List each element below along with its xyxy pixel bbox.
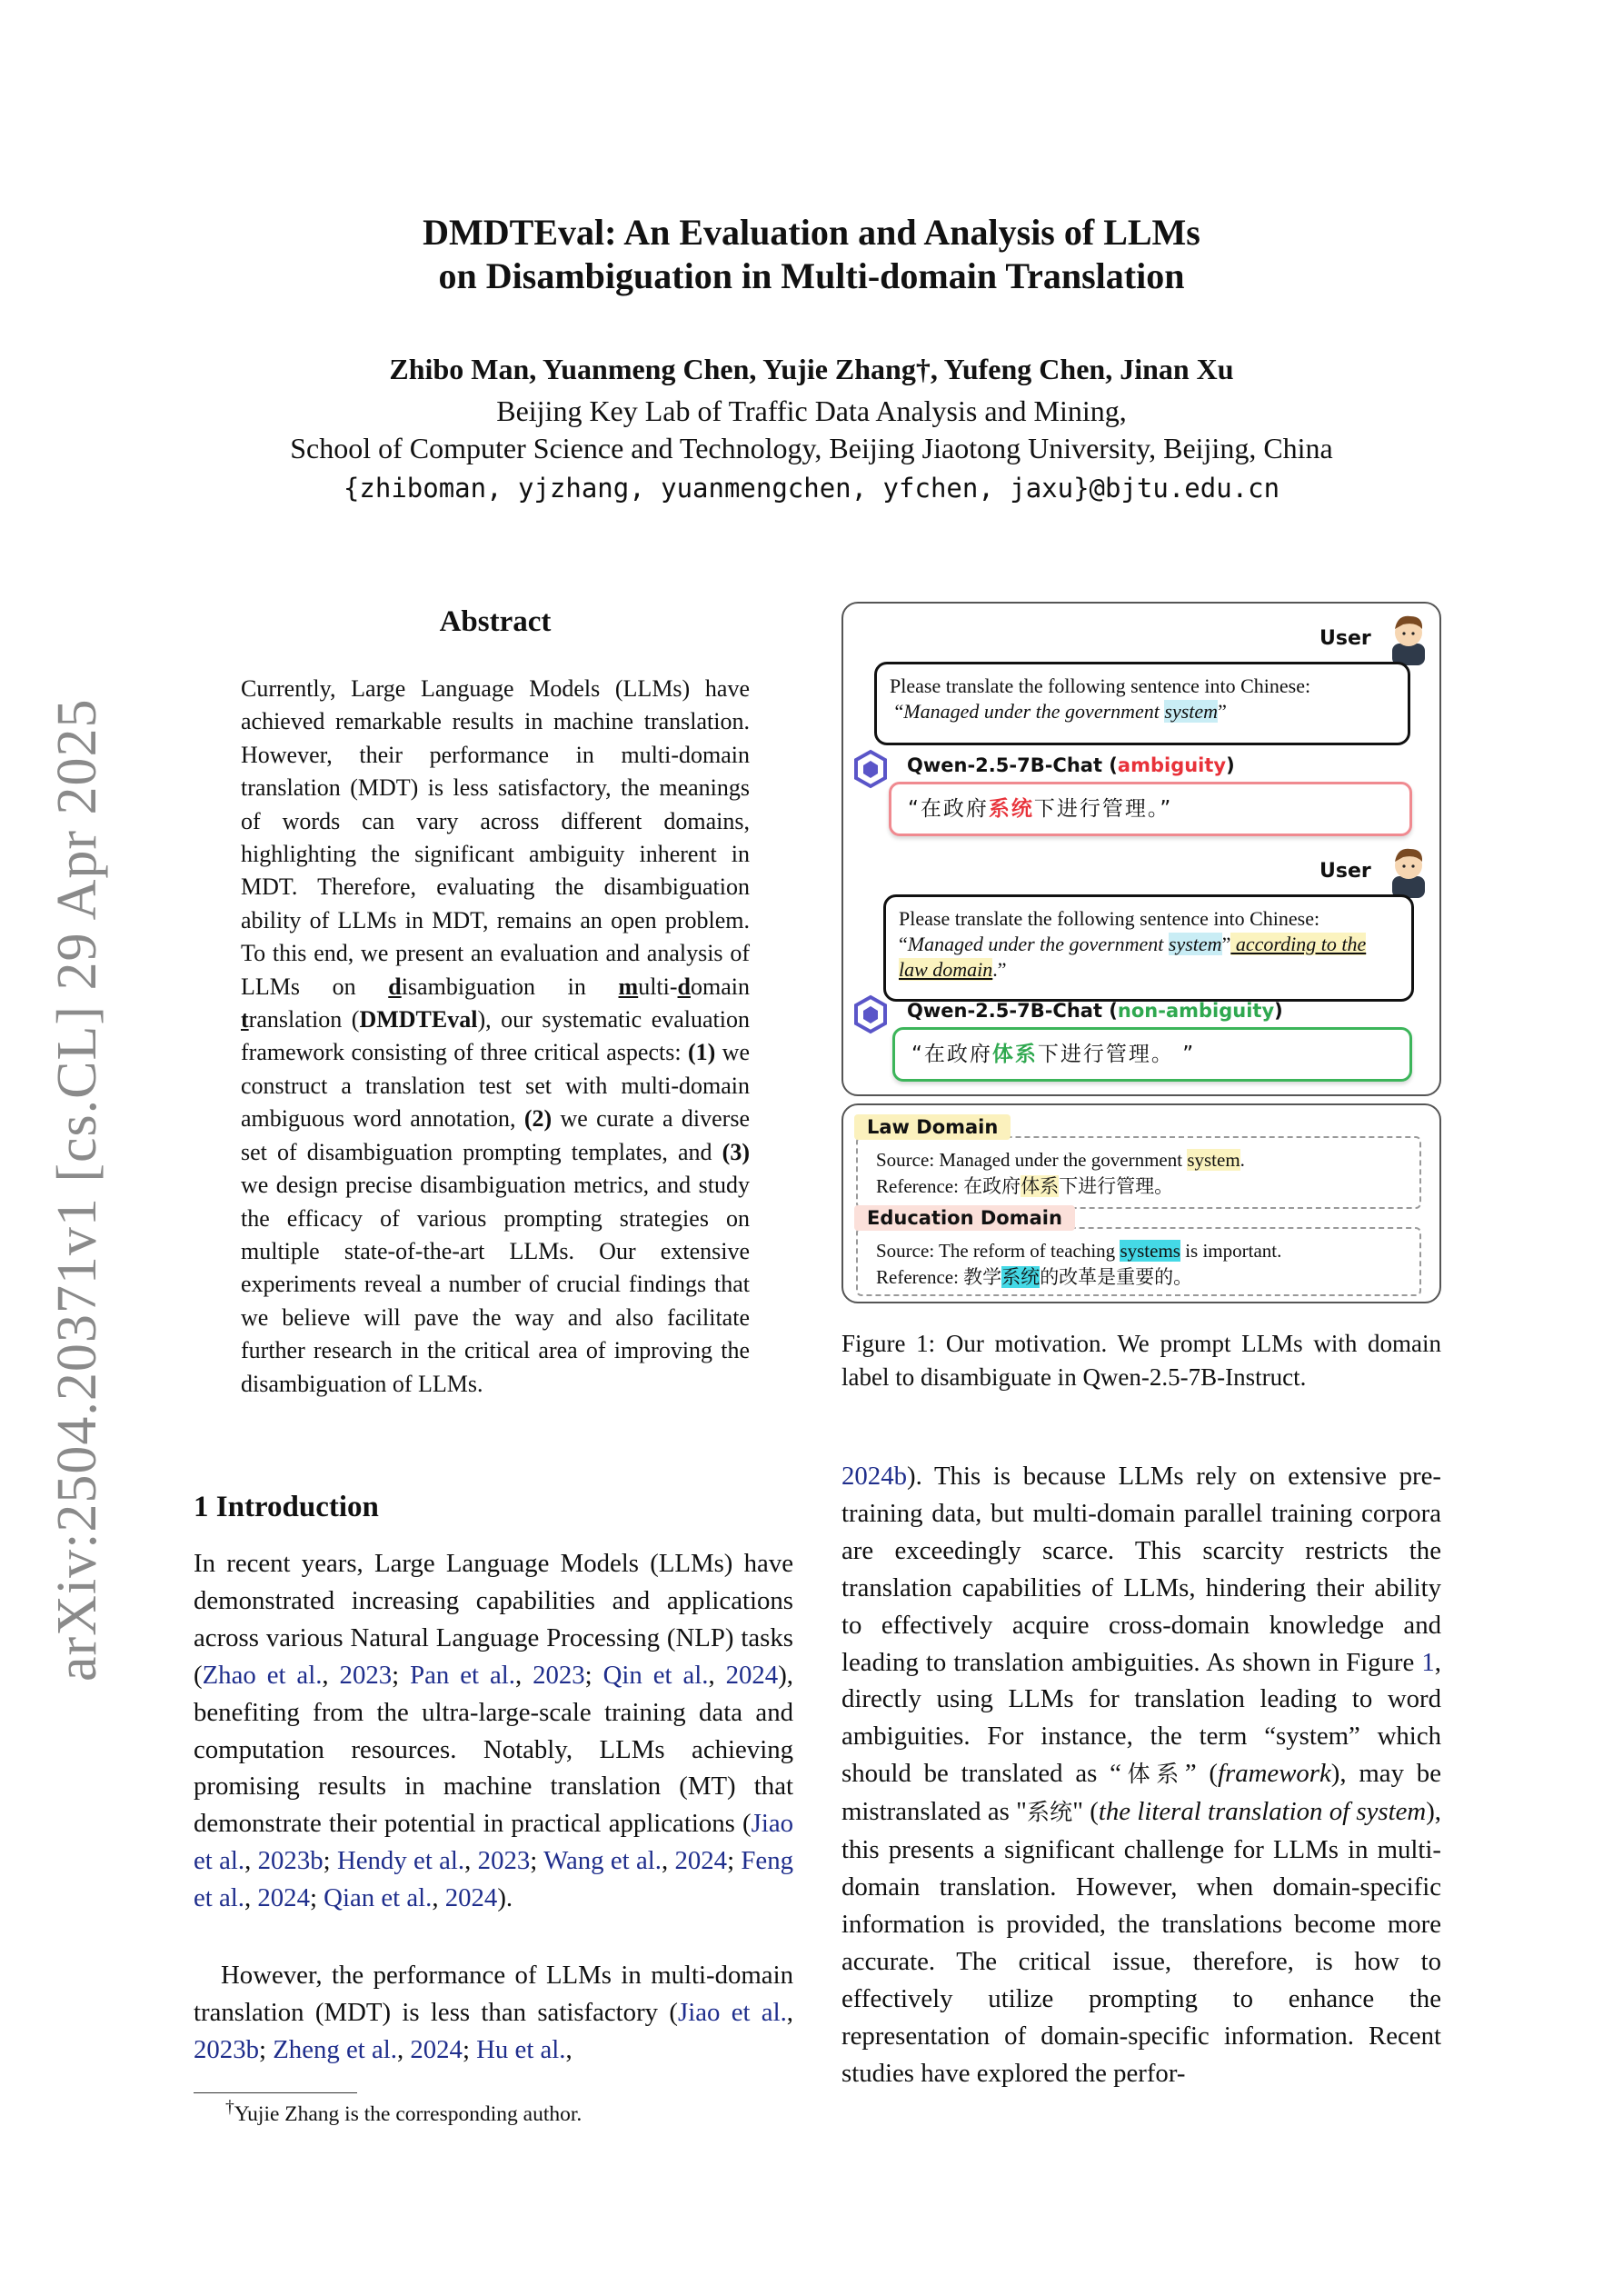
citation-link[interactable]: 2024 — [257, 1883, 310, 1913]
arxiv-sidebar — [45, 698, 109, 1745]
citation-link[interactable]: Qin et al. — [602, 1660, 709, 1690]
abstract-body: Currently, Large Language Models (LLMs) have achieved remarkable results in machine translation. However, their performance in multi-domain translation (MDT) is less satisfactory, the meanings of words can vary across different domains, highlighting the significant ambiguity inherent in MDT. Therefore, evaluating the disambiguation ability of LLMs in MDT, remains an open problem. To this end, we present an evaluation and analysis of LLMs on disambiguation in multi-domain translation (DMDTEval), our systematic evaluation framework consisting of three critical aspects: (1) we construct a translation test set with multi-domain ambiguous word annotation, (2) we curate a diverse set of disambiguation prompting templates, and (3) we design precise disambiguation metrics, and study the efficacy of various prompting strategies on multiple state-of-the-art LLMs. Our extensive experiments reveal a number of crucial findings that we believe will pave the way and also facilitate further research in the critical area of improving the disambiguation of LLMs. — [241, 675, 751, 1397]
author-emails: {zhiboman, yjzhang, yuanmengchen, yfchen, jaxu}@bjtu.edu.cn — [343, 473, 1280, 504]
citation-link[interactable]: Hu et al. — [476, 2034, 566, 2064]
domain-hint: according to the law domain — [899, 933, 1367, 981]
affiliation-line-1: Beijing Key Lab of Traffic Data Analysis and Mining, — [496, 394, 1127, 427]
citation-link[interactable]: Jiao et al. — [677, 1997, 787, 2027]
user-avatar-icon — [1383, 609, 1434, 665]
user-avatar-icon — [1383, 842, 1434, 898]
ambiguous-word: system — [1164, 700, 1219, 723]
education-domain-tag: Education Domain — [854, 1205, 1075, 1231]
user-label-2: User — [1319, 860, 1371, 883]
figure-caption: Figure 1: Our motivation. We prompt LLMs with domain label to disambiguate in Qwen-2.5-7B-Instruct. — [841, 1330, 1441, 1391]
law-domain-tag: Law Domain — [854, 1114, 1011, 1140]
law-domain-box: Source: Managed under the government system. Reference: 在政府体系下进行管理。 — [856, 1136, 1421, 1209]
qwen-logo-icon — [851, 749, 891, 789]
right-column-paragraph: 2024b). This is because LLMs rely on extensive pre-training data, but multi-domain parallel training corpora are exceedingly scarce. This scarcity restricts the translation capabilities of LLMs, hindering their ability to effectively acquire cross-domain knowledge and leading to translation ambiguities. As shown in Figure 1, directly using LLMs for translation leading to word ambiguities. For instance, the term “system” which should be translated as “体系” (framework), may be mistranslated as "系统" (the literal translation of system), this presents a significant challenge for LLMs in multi-domain translation. However, when domain-specific information is provided, the translations become more accurate. The critical issue, therefore, is how to effectively utilize prompting to enhance the representation of domain-specific information. Recent studies have explored the perfor- — [841, 1462, 1442, 2088]
qwen-logo-icon — [851, 994, 891, 1034]
paper-title — [0, 211, 1623, 298]
affiliation-line-2: School of Computer Science and Technology, Beijing Jiaotong University, Beijing, China — [290, 432, 1333, 464]
footnote: †Yujie Zhang is the corresponding author. — [225, 2098, 582, 2126]
abstract-heading: Abstract — [439, 605, 552, 638]
education-domain-box: Source: The reform of teaching systems is important. Reference: 教学系统的改革是重要的。 — [856, 1227, 1421, 1296]
title-line-1: DMDTEval: An Evaluation and Analysis of LLMs — [423, 212, 1200, 253]
user-prompt-1: Please translate the following sentence into Chinese: “Managed under the government system” — [874, 662, 1410, 745]
citation-link[interactable]: Feng et al. — [194, 1846, 794, 1913]
citation-link[interactable]: Hendy et al. — [336, 1846, 465, 1876]
citation-link[interactable]: Wang et al. — [543, 1846, 662, 1876]
citation-link[interactable]: 2024 — [444, 1883, 498, 1913]
citation-link[interactable]: 2024b — [841, 1462, 907, 1491]
title-line-2: on Disambiguation in Multi-domain Translation — [438, 255, 1185, 296]
citation-link[interactable]: 2023b — [257, 1846, 324, 1876]
citation-link[interactable]: Jiao et al. — [194, 1809, 793, 1876]
citation-link[interactable]: 2023 — [477, 1846, 531, 1876]
citation-link[interactable]: 2023b — [194, 2034, 259, 2064]
domain-panel — [841, 1103, 1441, 1303]
intro-paragraph-1: In recent years, Large Language Models (LLMs) have demonstrated increasing capabilities and applications across various Natural Language Processing (NLP) tasks (Zhao et al., 2023; Pan et al., 2023; Qin et al., 2024), benefiting from the ultra-large-scale training data and computation resources. Notably, LLMs achieving promising results in machine translation (MT) that demonstrate their potential in practical applications (Jiao et al., 2023b; Hendy et al., 2023; Wang et al., 2024; Feng et al., 2024; Qian et al., 2024). — [194, 1549, 794, 1913]
citation-link[interactable]: Zhao et al. — [202, 1660, 323, 1690]
citation-link[interactable]: 2023 — [339, 1660, 393, 1690]
citation-link[interactable]: Zheng et al. — [273, 2034, 397, 2064]
arxiv-id: arXiv:2504.20371v1 [cs.CL] 29 Apr 2025 — [46, 698, 108, 1682]
model-label-2: Qwen-2.5-7B-Chat (non-ambiguity) — [907, 1000, 1283, 1022]
user-label-1: User — [1319, 627, 1371, 650]
citation-link[interactable]: 2024 — [410, 2034, 463, 2064]
citation-link[interactable]: Pan et al. — [410, 1660, 515, 1690]
citation-link[interactable]: Qian et al. — [324, 1883, 433, 1913]
citation-link[interactable]: 2024 — [674, 1846, 728, 1876]
figure-ref-link[interactable]: 1 — [1421, 1647, 1435, 1677]
citation-link[interactable]: 2024 — [725, 1660, 779, 1690]
citation-link[interactable]: 2023 — [533, 1660, 585, 1690]
chat-panel — [841, 602, 1441, 1096]
model-answer-ambiguous: “在政府系统下进行管理。” — [889, 782, 1412, 836]
model-answer-correct: “在政府体系下进行管理。 ” — [892, 1027, 1412, 1082]
framework-name: DMDTEval — [359, 1006, 478, 1033]
affiliation — [0, 393, 1623, 467]
model-label-1: Qwen-2.5-7B-Chat (ambiguity) — [907, 754, 1235, 776]
section-heading-introduction: 1 Introduction — [194, 1491, 379, 1523]
authors: Zhibo Man, Yuanmeng Chen, Yujie Zhang†, Yufeng Chen, Jinan Xu — [389, 353, 1234, 385]
intro-paragraph-2: However, the performance of LLMs in multi-domain translation (MDT) is less than satisfactory (Jiao et al., 2023b; Zheng et al., 2024; Hu et al., — [194, 1961, 793, 2064]
figure-1 — [841, 602, 1441, 1302]
footnote-rule — [194, 2092, 357, 2093]
user-prompt-2: Please translate the following sentence into Chinese: “Managed under the government system” according to the law domain.” — [883, 894, 1414, 1002]
